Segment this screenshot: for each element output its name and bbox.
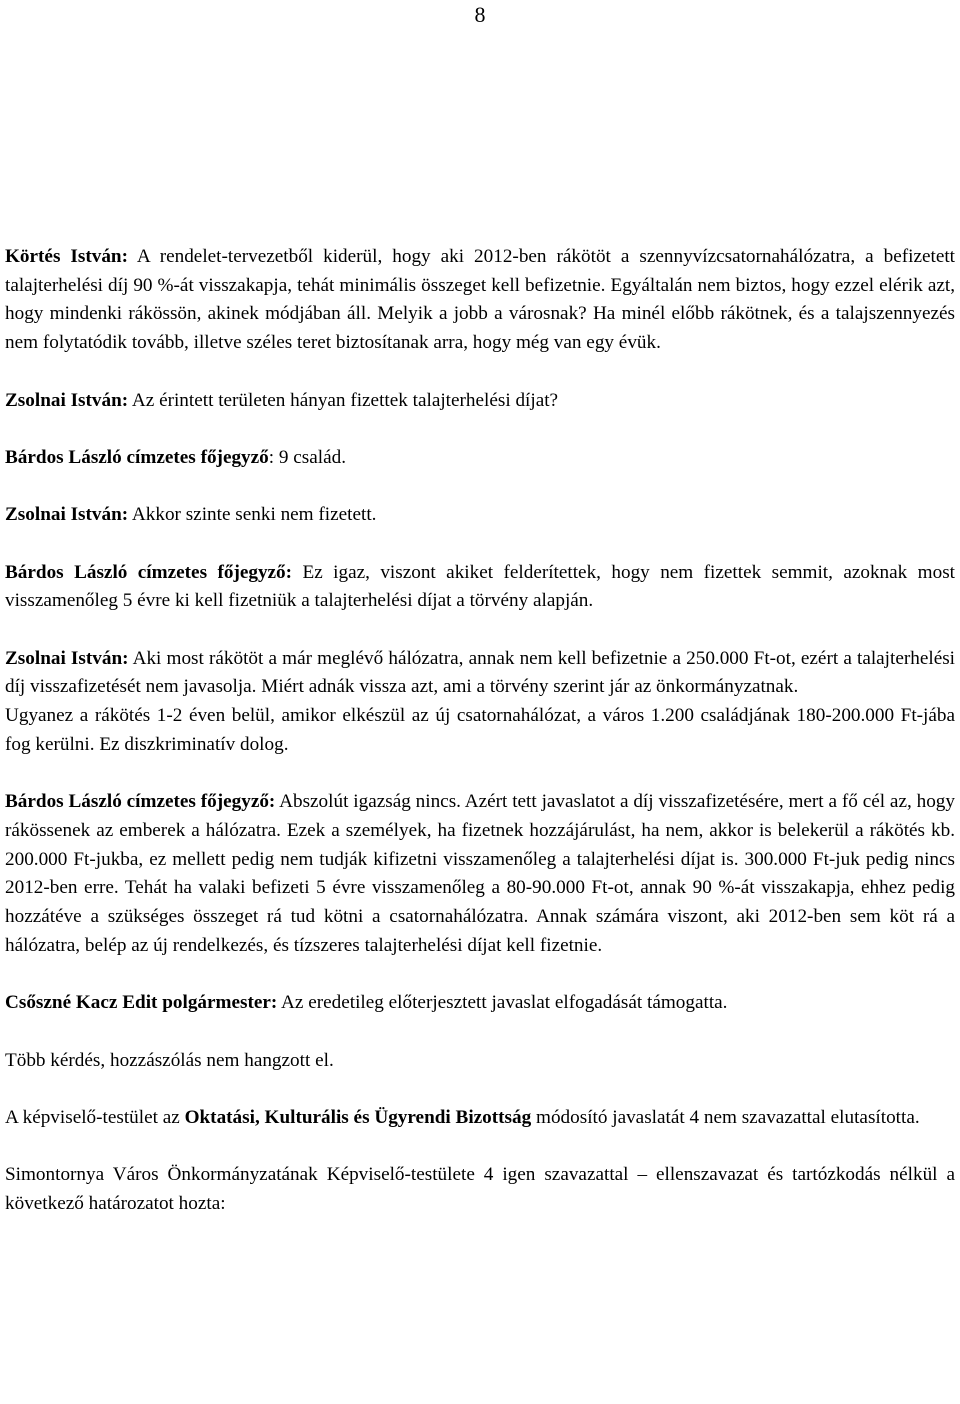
paragraph-bardos-answer [5, 444, 955, 473]
paragraph-zsolnai-question [5, 387, 955, 416]
paragraph-no-questions [5, 1047, 955, 1076]
paragraph-text: Több kérdés, hozzászólás nem hangzott el. [5, 1049, 334, 1071]
paragraph-bardos-explanation [5, 559, 955, 616]
paragraph-vote-rejection [5, 1104, 955, 1133]
paragraph-text: Simontornya Város Önkormányzatának Képviselő-testülete 4 igen szavazattal – ellenszavazat és tartózkodás nélkül a következő határozatot hozta: [5, 1164, 955, 1215]
paragraph-bardos-response [5, 788, 955, 960]
paragraph-text: Az érintett területen hányan fizettek talajterhelési díjat? [128, 389, 559, 411]
paragraph-zsolnai-opinion [5, 645, 955, 702]
paragraph-text: A rendelet-tervezetből kiderül, hogy aki 2012-ben rákötöt a szennyvízcsatornahálózatra, a befizetett talajterhelési díj 90 %-át visszakapja, tehát minimális összeget kell befizetnie. Egyáltalán nem biztos, hogy ezzel elérik azt, hogy mindenki rákössön, akinek módjában áll. Melyik a jobb a városnak? Ha minél előbb rákötnek, és a talajszennyezés nem folytatódik tovább, illetve széles teret biztosítanak arra, hogy még van egy évük. [5, 246, 956, 354]
speaker-label: Bárdos László címzetes főjegyző: [5, 791, 276, 813]
speaker-label: Zsolnai István: [5, 504, 129, 526]
speaker-label: Körtés István: [5, 246, 128, 267]
document-body [5, 243, 955, 1219]
paragraph-text: Aki most rákötöt a már meglévő hálózatra, annak nem kell befizetnie a 250.000 Ft-ot, ezért a talajterhelési díj visszafizetését nem javasolja. Miért adnák vissza azt, ami a törvény szerint jár az önkormányzatnak. [5, 647, 956, 698]
speaker-label: Csőszné Kacz Edit polgármester: [5, 992, 278, 1014]
paragraph-zsolnai-continued [5, 702, 955, 759]
committee-name: Oktatási, Kulturális és Ügyrendi Bizottság [184, 1106, 532, 1128]
speaker-label: Bárdos László címzetes főjegyző: [5, 561, 293, 583]
paragraph-resolution-intro [5, 1161, 955, 1218]
paragraph-text: Ugyanez a rákötés 1-2 éven belül, amikor elkészül az új csatornahálózat, a város 1.200 családjának 180-200.000 Ft-jába fog kerülni. Ez diszkriminatív dolog. [5, 705, 955, 755]
paragraph-text: Ez igaz, viszont akiket felderítettek, hogy nem fizettek semmit, azoknak most visszamenőleg 5 évre ki kell fizetniük a talajterhelési díjat a törvény alapján. [5, 561, 955, 612]
paragraph-kortes-istvan [5, 243, 955, 358]
paragraph-text-post: módosító javaslatát 4 nem szavazattal elutasította. [531, 1106, 920, 1128]
paragraph-text-pre: A képviselő-testület az [5, 1106, 185, 1128]
paragraph-text: : 9 család. [268, 446, 347, 468]
speaker-label: Zsolnai István: [5, 389, 129, 411]
speaker-label: Zsolnai István: [5, 647, 129, 669]
page-number: 8 [474, 2, 486, 27]
paragraph-zsolnai-remark [5, 501, 955, 530]
paragraph-text: Akkor szinte senki nem fizetett. [128, 504, 377, 526]
paragraph-text: Az eredetileg előterjesztett javaslat elfogadását támogatta. [277, 992, 728, 1014]
speaker-label: Bárdos László címzetes főjegyző [5, 446, 269, 468]
paragraph-mayor [5, 989, 955, 1018]
paragraph-text: Abszolút igazság nincs. Azért tett javaslatot a díj visszafizetésére, mert a fő cél az, hogy rákössenek az emberek a hálózatra. Ezek a személyek, ha fizetnek hozzájárulást, ha nem, akkor is belekerül a rákötés kb. 200.000 Ft-jukba, ez mellett pedig nem tudják kifizetni visszamenőleg a talajterhelési díjat is. 300.000 Ft-juk pedig nincs 2012-ben erre. Tehát ha valaki befizeti 5 évre visszamenőleg a 80-90.000 Ft-ot, annak 90 %-át visszakapja, ehhez pedig hozzátéve a szükséges összeget rá tud kötni a csatornahálózatra. Annak számára viszont, aki 2012-ben sem köt rá a hálózatra, belép az új rendelkezés, és tízszeres talajterhelési díjat kell fizetnie. [5, 791, 955, 956]
